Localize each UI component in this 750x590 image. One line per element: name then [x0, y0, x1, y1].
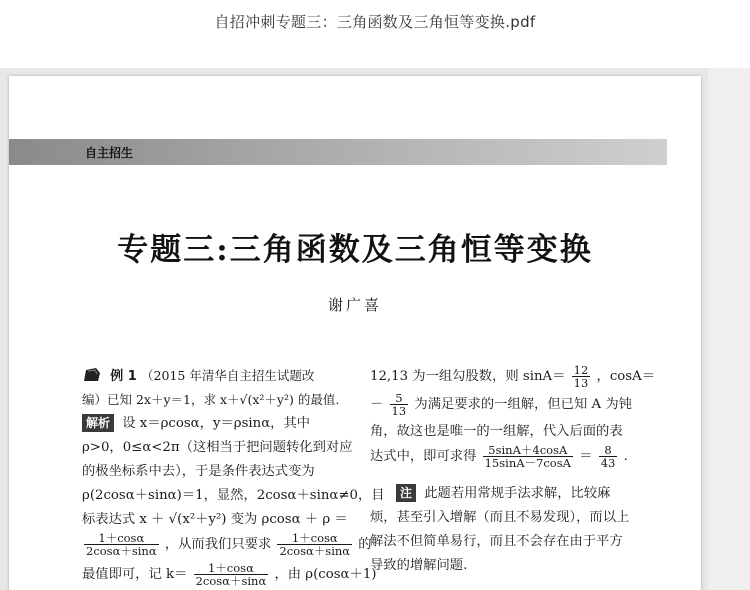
pdf-viewer-area[interactable]	[0, 68, 750, 590]
fraction-d-numerator: 8	[599, 444, 618, 457]
fraction-c-numerator: 5sinA＋4cosA	[483, 444, 573, 457]
fraction-3	[194, 562, 269, 587]
right-line-3: 角，故这也是唯一的一组解，代入后面的表	[370, 424, 623, 439]
right-line-4	[370, 444, 640, 474]
pdf-page	[9, 76, 701, 590]
solution-text-7a: 最值即可，记 k＝	[82, 567, 188, 582]
fraction-b-numerator: 5	[390, 392, 409, 405]
fraction-c-denominator: 15sinA－7cosA	[484, 456, 571, 470]
example-marker-icon	[82, 367, 102, 383]
fraction-a	[572, 364, 591, 389]
solution-line-6	[82, 531, 372, 562]
right-text-2a: －	[370, 397, 384, 412]
window-titlebar	[0, 0, 750, 68]
fraction-2-denominator: 2cosα＋sinα	[279, 544, 351, 558]
fraction-3-numerator: 1＋cosα	[194, 562, 269, 575]
fraction-c	[483, 444, 573, 469]
right-text-2b: 为满足要求的一组解，但已知 A 为钝	[414, 397, 632, 412]
fraction-2-numerator: 1＋cosα	[277, 532, 352, 545]
right-text-4c: .	[623, 449, 628, 464]
right-text-1b: ，cosA＝	[596, 369, 656, 384]
right-text-4a: 达式中，即可求得	[370, 449, 477, 464]
right-text-1a: 12,13 为一组勾股数，则 sinA＝	[370, 369, 566, 384]
note-label: 注	[396, 484, 416, 502]
solution-line-5: 标表达式 x ＋ √(x²＋y²) 变为 ρcosα ＋ ρ ＝	[82, 512, 348, 527]
solution-text-1: 设 x＝ρcosα，y＝ρsinα，其中	[122, 416, 311, 431]
note-line-2: 烦，甚至引入增解（而且不易发现），而以上	[370, 510, 630, 525]
fraction-2	[277, 532, 352, 557]
fraction-1	[84, 532, 159, 557]
right-line-2	[370, 392, 640, 420]
example-label: 例 1	[110, 369, 137, 384]
note-line-3: 解法不但简单易行，而且不会存在由于平方	[370, 534, 623, 549]
fraction-b	[390, 392, 409, 417]
solution-text-7b: ，由 ρ(cosα＋1)	[274, 567, 377, 582]
fraction-b-denominator: 13	[391, 404, 407, 418]
window-title: 自招冲刺专题三：三角函数及三角恒等变换.pdf	[214, 12, 536, 31]
page-header-band	[9, 139, 667, 165]
fraction-d-denominator: 43	[600, 456, 616, 470]
solution-text-6a: ，从而我们只要求	[164, 537, 272, 552]
fraction-1-numerator: 1＋cosα	[84, 532, 159, 545]
solution-line-4: ρ(2cosα＋sinα)＝1，显然，2cosα＋sinα≠0，目	[82, 488, 385, 503]
fraction-d	[599, 444, 618, 469]
fraction-a-numerator: 12	[573, 363, 589, 377]
note-text-1: 此题若用常规手法求解，比较麻	[424, 486, 611, 501]
left-column	[82, 364, 385, 590]
note-line-1	[370, 482, 640, 506]
right-column	[370, 363, 656, 578]
solution-line-7	[82, 561, 377, 590]
viewer-scrollbar[interactable]	[708, 68, 750, 590]
solution-line-3: 的极坐标系中去），于是条件表达式变为	[82, 464, 315, 479]
solution-label: 解析	[82, 414, 114, 432]
document-author: 谢广喜	[327, 296, 382, 314]
fraction-a-denominator: 13	[573, 376, 589, 390]
example-statement: 编）已知 2x＋y＝1，求 x＋√(x²＋y²) 的最值.	[82, 392, 340, 407]
example-heading-line	[82, 364, 352, 388]
fraction-3-denominator: 2cosα＋sinα	[195, 574, 267, 588]
solution-line-1	[82, 412, 352, 436]
note-line-4: 导致的增解问题.	[370, 558, 468, 573]
right-text-4b: ＝	[579, 449, 593, 464]
page-header-label: 自主招生	[85, 146, 134, 160]
solution-text-6b: 的	[358, 537, 372, 552]
right-line-1	[370, 363, 656, 392]
fraction-1-denominator: 2cosα＋sinα	[86, 544, 157, 558]
example-source: （2015 年清华自主招生试题改	[141, 368, 315, 383]
document-title: 专题三:三角函数及三角恒等变换	[117, 232, 593, 268]
solution-line-2: ρ>0，0≤α<2π（这相当于把问题转化到对应	[82, 440, 353, 455]
